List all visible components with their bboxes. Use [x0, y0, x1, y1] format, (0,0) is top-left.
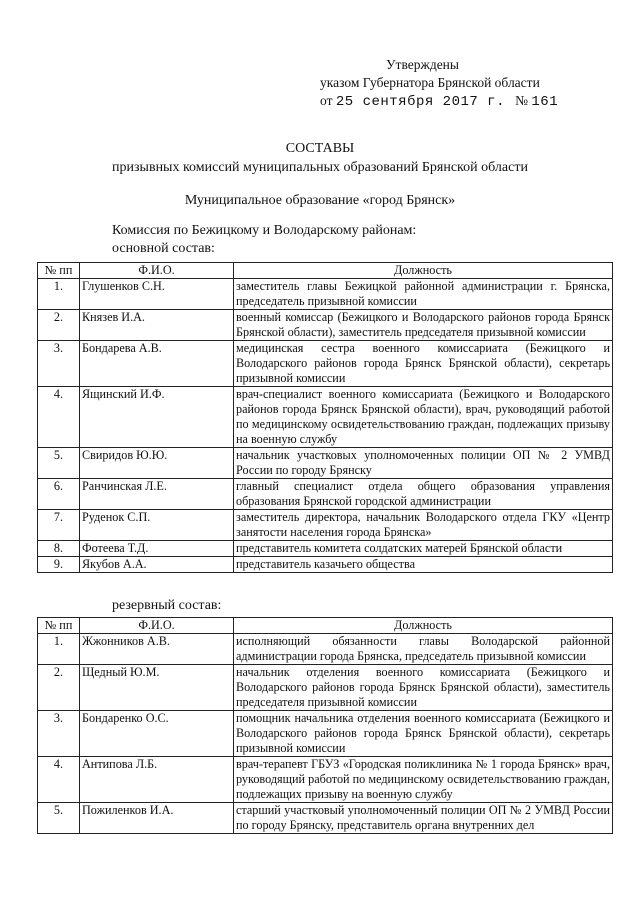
member-name: Якубов А.А.: [80, 557, 234, 573]
header-position: Должность: [234, 263, 613, 279]
row-number: 3.: [38, 341, 80, 387]
number-prefix: №: [515, 93, 529, 108]
table-row: [38, 448, 613, 479]
approval-number: 161: [531, 94, 559, 110]
member-position: начальник участковых уполномоченных полиции ОП № 2 УМВД России по городу Брянску: [234, 448, 613, 479]
row-number: 1.: [38, 279, 80, 310]
member-position: медицинская сестра военного комиссариата (Бежицкого и Володарского районов города Брянск Брянской области), секретарь призывной комиссии: [234, 341, 613, 387]
member-name: Глушенков С.Н.: [80, 279, 234, 310]
table-row: [38, 310, 613, 341]
member-position: главный специалист отдела общего образования управления образования Брянской городской администрации: [234, 479, 613, 510]
member-position: помощник начальника отделения военного комиссариата (Бежицкого и Володарского районов города Брянск Брянской области), секретарь призывной комиссии: [234, 711, 613, 757]
header-num: № пп: [38, 618, 80, 634]
table-row: [38, 341, 613, 387]
header-name: Ф.И.О.: [80, 263, 234, 279]
row-number: 5.: [38, 448, 80, 479]
table-row: [38, 557, 613, 573]
table-row: [38, 387, 613, 448]
member-name: Щедный Ю.М.: [80, 665, 234, 711]
row-number: 6.: [38, 479, 80, 510]
table-row: [38, 665, 613, 711]
reserve-composition-caption: резервный состав:: [112, 598, 222, 613]
member-position: старший участковый уполномоченный полиции ОП № 2 УМВД России по городу Брянску, представитель органа внутренних дел: [234, 803, 613, 834]
table-header-row: [38, 263, 613, 279]
row-number: 8.: [38, 541, 80, 557]
approval-block: [320, 56, 558, 111]
header-name: Ф.И.О.: [80, 618, 234, 634]
member-position: исполняющий обязанности главы Володарской районной администрации города Брянска, председатель призывной комиссии: [234, 634, 613, 665]
member-position: представитель комитета солдатских матерей Брянской области: [234, 541, 613, 557]
member-name: Фотеева Т.Д.: [80, 541, 234, 557]
member-position: военный комиссар (Бежицкого и Володарского районов города Брянск Брянской области), заместитель председателя призывной комиссии: [234, 310, 613, 341]
member-name: Свиридов Ю.Ю.: [80, 448, 234, 479]
main-composition-table: [37, 262, 613, 573]
member-position: заместитель директора, начальник Володарского отдела ГКУ «Центр занятости населения города Брянска»: [234, 510, 613, 541]
row-number: 2.: [38, 310, 80, 341]
table-row: [38, 510, 613, 541]
member-name: Руденок С.П.: [80, 510, 234, 541]
row-number: 9.: [38, 557, 80, 573]
row-number: 7.: [38, 510, 80, 541]
member-name: Ранчинская Л.Е.: [80, 479, 234, 510]
member-position: врач-специалист военного комиссариата (Бежицкого и Володарского районов города Брянск Брянской области), врач, руководящий работой по медицинскому освидетельствованию граждан, подлежащих призыву на военную службу: [234, 387, 613, 448]
table-row: [38, 711, 613, 757]
approval-line-2: указом Губернатора Брянской области: [320, 75, 540, 90]
reserve-composition-table: [37, 617, 613, 834]
row-number: 1.: [38, 634, 80, 665]
row-number: 3.: [38, 711, 80, 757]
approval-date-line: [320, 92, 558, 111]
document-title: СОСТАВЫ: [285, 141, 355, 156]
main-composition-caption: основной состав:: [112, 241, 215, 256]
member-position: заместитель главы Бежицкой районной администрации г. Брянска, председатель призывной комиссии: [234, 279, 613, 310]
member-name: Князев И.А.: [80, 310, 234, 341]
approval-line-1: Утверждены: [386, 57, 459, 72]
member-name: Жжонников А.В.: [80, 634, 234, 665]
row-number: 2.: [38, 665, 80, 711]
member-name: Бондарева А.В.: [80, 341, 234, 387]
member-position: представитель казачьего общества: [234, 557, 613, 573]
row-number: 4.: [38, 757, 80, 803]
approval-date: 25 сентября 2017 г.: [335, 94, 505, 110]
table-row: [38, 757, 613, 803]
commission-title: Комиссия по Бежицкому и Володарскому районам:: [112, 223, 417, 238]
member-position: врач-терапевт ГБУЗ «Городская поликлиника № 1 города Брянск» врач, руководящий работой по медицинскому освидетельствованию граждан, подлежащих призыву на военную службу: [234, 757, 613, 803]
member-name: Пожиленков И.А.: [80, 803, 234, 834]
date-prefix: от: [320, 93, 333, 108]
header-num: № пп: [38, 263, 80, 279]
table-header-row: [38, 618, 613, 634]
row-number: 4.: [38, 387, 80, 448]
row-number: 5.: [38, 803, 80, 834]
table-row: [38, 541, 613, 557]
member-name: Ящинский И.Ф.: [80, 387, 234, 448]
table-row: [38, 634, 613, 665]
table-row: [38, 479, 613, 510]
municipality-title: Муниципальное образование «город Брянск»: [184, 193, 456, 208]
member-name: Бондаренко О.С.: [80, 711, 234, 757]
table-row: [38, 803, 613, 834]
table-row: [38, 279, 613, 310]
header-position: Должность: [234, 618, 613, 634]
member-position: начальник отделения военного комиссариата (Бежицкого и Володарского районов города Брянск Брянской области), заместитель председателя призывной комиссии: [234, 665, 613, 711]
document-subtitle: призывных комиссий муниципальных образований Брянской области: [112, 160, 528, 175]
member-name: Антипова Л.Б.: [80, 757, 234, 803]
